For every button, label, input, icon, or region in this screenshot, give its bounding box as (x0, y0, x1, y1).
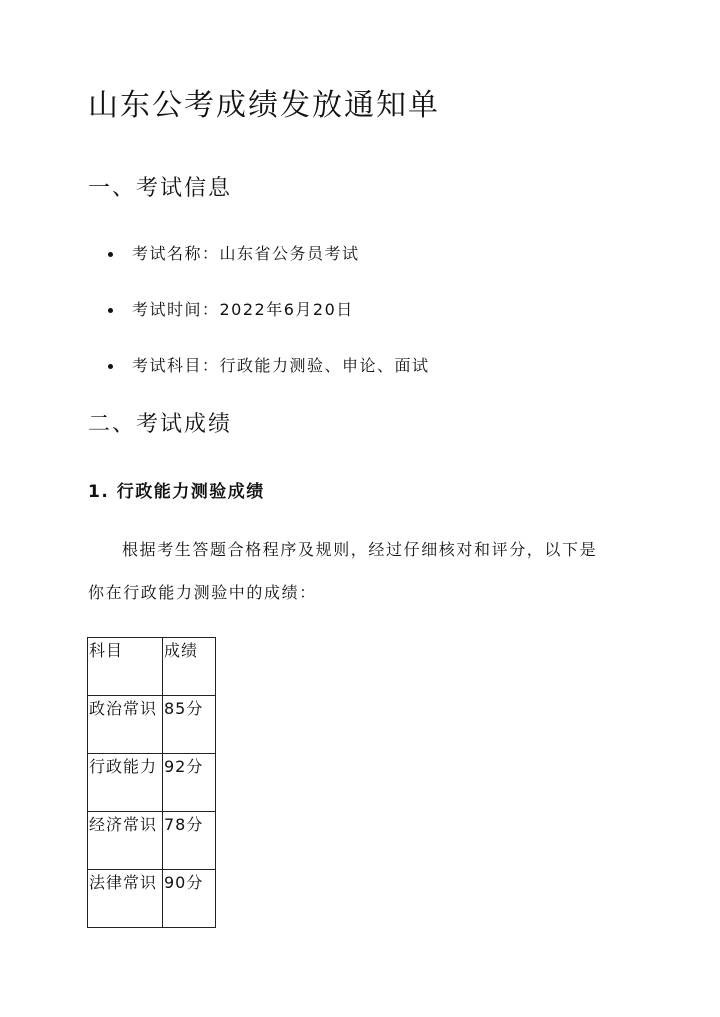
document-title: 山东公考成绩发放通知单 (88, 88, 440, 123)
table-cell-score: 92分 (163, 754, 216, 812)
table-cell-subject: 经济常识 (88, 812, 163, 870)
bullet-icon (108, 308, 113, 313)
table-row (88, 812, 216, 870)
table-cell-subject: 行政能力 (88, 754, 163, 812)
table-row (88, 754, 216, 812)
table-cell-score: 85分 (163, 696, 216, 754)
paragraph-line-1: 根据考生答题合格程序及规则，经过仔细核对和评分，以下是 (122, 540, 598, 559)
section-heading-exam-scores: 二、考试成绩 (88, 412, 233, 437)
bullet-icon (108, 364, 113, 369)
subsection-heading-admin-test: 1. 行政能力测验成绩 (88, 482, 265, 502)
section-heading-exam-info: 一、考试信息 (88, 176, 233, 201)
score-table (87, 637, 216, 928)
table-cell-score: 78分 (163, 812, 216, 870)
table-row (88, 870, 216, 928)
table-cell-score: 90分 (163, 870, 216, 928)
table-row (88, 696, 216, 754)
table-header-row (88, 638, 216, 696)
list-item-text: 考试时间：2022年6月20日 (132, 300, 354, 319)
table-header-cell: 科目 (88, 638, 163, 696)
list-item-text: 考试科目：行政能力测验、申论、面试 (132, 356, 430, 375)
table-header-cell: 成绩 (163, 638, 216, 696)
table-cell-subject: 政治常识 (88, 696, 163, 754)
paragraph-line-2: 你在行政能力测验中的成绩： (88, 583, 317, 602)
table-cell-subject: 法律常识 (88, 870, 163, 928)
bullet-icon (108, 252, 113, 257)
list-item-text: 考试名称：山东省公务员考试 (132, 244, 360, 263)
